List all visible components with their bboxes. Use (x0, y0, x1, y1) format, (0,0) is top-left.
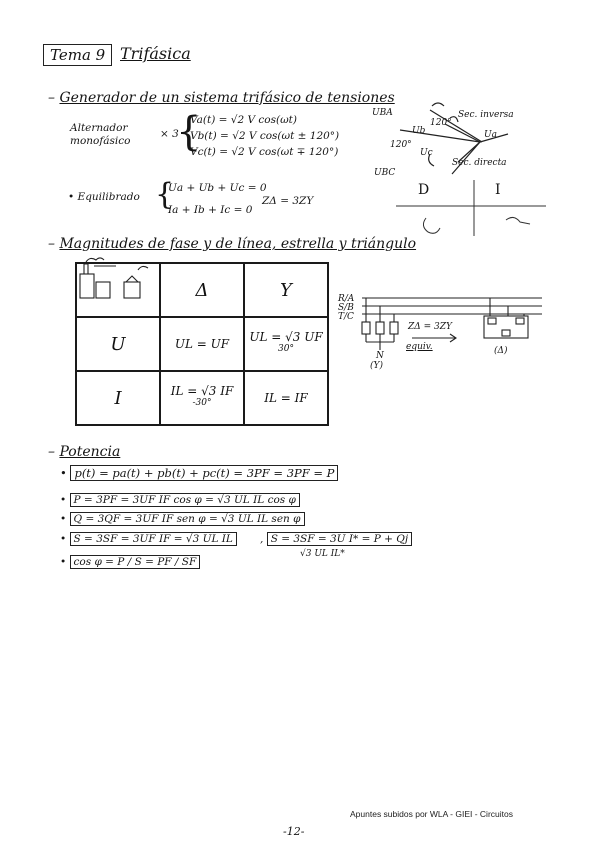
power-reactive-equation: • Q = 3QF = 3UF IF sen φ = √3 UL IL sen φ (60, 513, 305, 526)
equil-eq-currents: Ia + Ib + Ic = 0 (168, 204, 253, 216)
section-heading-magnitudes: – Magnitudes de fase y de línea, estrella y triángulo (48, 236, 417, 252)
times-three: × 3 (160, 128, 179, 140)
phasor-label-ubc: UBC (374, 168, 396, 178)
line-label-t: T/C (338, 312, 354, 322)
power-apparent-equation: • S = 3SF = 3UF IF = √3 UL IL (60, 533, 237, 546)
section-heading-potencia: – Potencia (48, 444, 121, 460)
sec-inversa-label: Sec. inversa (458, 110, 514, 120)
power-complex-sub: √3 UL IL* (300, 549, 345, 559)
power-complex-equation: , S = 3SF = 3U I* = P + Qj (260, 533, 412, 546)
cell-u-y: UL = √3 UF $^{30^\circ}$ (244, 317, 328, 371)
page-number: -12- (283, 825, 305, 838)
line-label-r: R/A (338, 294, 355, 304)
equation-vc: Vc(t) = √2 V cos(ωt ∓ 120°) (190, 146, 339, 158)
u-y-angle: 30° (278, 343, 294, 354)
i-delta-angle: -30° (192, 397, 212, 408)
equilibrado-label: • Equilibrado (68, 191, 140, 203)
power-instant-equation: • p(t) = pa(t) + pb(t) + pc(t) = 3PF = 3PF = P (60, 466, 338, 480)
page-title: Trifásica (120, 44, 191, 63)
cell-i-delta: IL = √3 IF $^{-30^\circ}$ (160, 371, 244, 425)
rotation-col-d: D (418, 182, 430, 198)
phasor-label-ua: Ua (484, 130, 497, 140)
brace-generator: { (176, 109, 202, 155)
table-row-u-label: U (76, 317, 160, 371)
magnitudes-table (75, 262, 329, 426)
table-header-delta: Δ (160, 263, 244, 317)
power-active-equation: • P = 3PF = 3UF IF cos φ = √3 UL IL cos φ (60, 494, 300, 507)
tema-label: Tema 9 (43, 44, 112, 66)
phasor-angle-left: 120° (390, 140, 412, 150)
rotation-col-i: I (495, 182, 501, 198)
circuit-z-relation: ZΔ = 3ZY (408, 322, 452, 332)
phasor-label-ub: Ub (412, 126, 426, 136)
sec-directa-label: Sec. directa (452, 158, 507, 168)
equil-eq-voltages: Ua + Ub + Uc = 0 (168, 182, 267, 194)
phasor-label-uc: Uc (420, 148, 433, 158)
table-header-y: Y (244, 263, 328, 317)
cell-i-y: IL = IF (244, 371, 328, 425)
table-corner-cell (76, 263, 160, 317)
equation-vb: Vb(t) = √2 V cos(ωt ± 120°) (190, 130, 340, 142)
footer-note: Apuntes subidos por WLA - GIEI - Circuitos (350, 809, 513, 819)
section-heading-generator: – Generador de un sistema trifásico de tensiones (48, 90, 395, 106)
circuit-delta-label: (Δ) (494, 346, 508, 356)
equation-va: Va(t) = √2 V cos(ωt) (190, 114, 297, 126)
phasor-label-uba: UBA (372, 108, 393, 118)
brace-equilibrado: { (155, 177, 175, 212)
circuit-y-label: (Y) (370, 361, 383, 371)
line-label-s: S/B (338, 303, 354, 313)
power-factor-equation: • cos φ = P / S = PF / SF (60, 556, 200, 569)
equil-z-relation: ZΔ = 3ZY (262, 195, 314, 207)
cell-u-delta: UL = UF (160, 317, 244, 371)
alternador-label: Alternador monofásico (70, 122, 131, 147)
circuit-neutral-label: N (376, 351, 384, 361)
table-row-i-label: I (76, 371, 160, 425)
circuit-equiv-label: equiv. (406, 342, 433, 352)
phasor-angle-right: 120° (430, 118, 452, 128)
